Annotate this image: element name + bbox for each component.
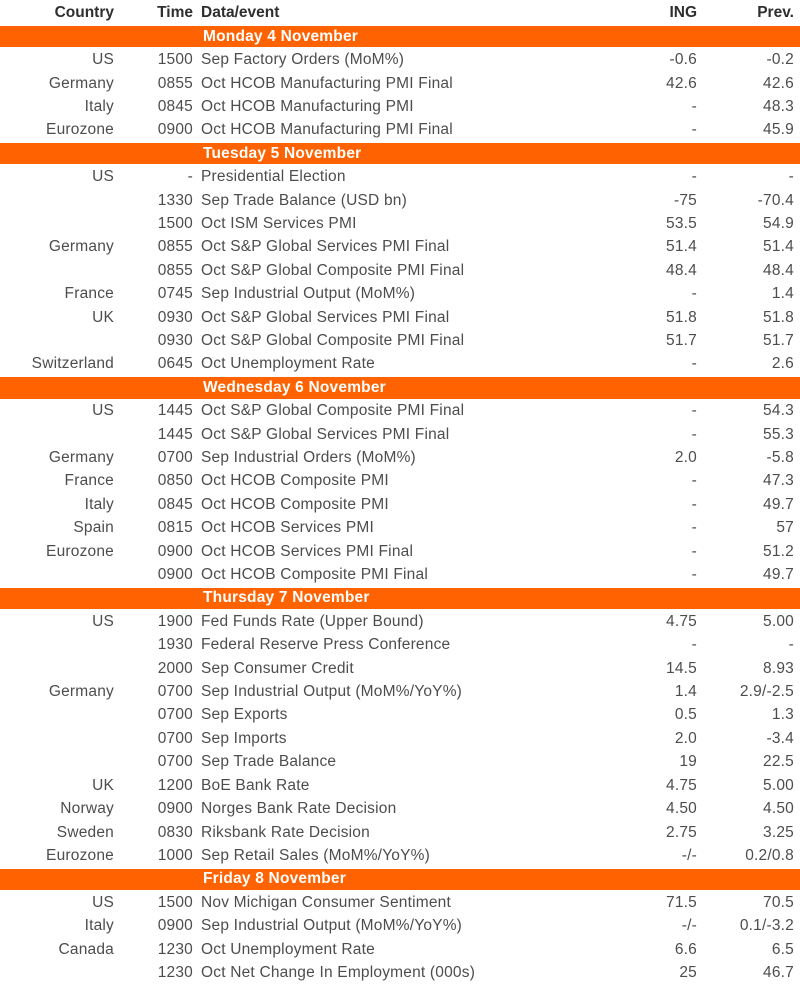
previous-value-cell: 3.25 <box>763 823 794 841</box>
ing-forecast-cell: - <box>691 566 697 584</box>
event-name-cell: Norges Bank Rate Decision <box>201 800 397 818</box>
event-name-cell: Oct Unemployment Rate <box>201 940 375 958</box>
time-cell: 1930 <box>157 636 193 654</box>
ing-forecast-cell: -/- <box>681 846 697 864</box>
ing-forecast-cell: - <box>691 519 697 537</box>
calendar-day-section <box>0 25 800 142</box>
event-name-cell: Sep Retail Sales (MoM%/YoY%) <box>201 846 431 864</box>
event-name-cell: Federal Reserve Press Conference <box>201 636 451 654</box>
time-cell: 1445 <box>157 402 193 420</box>
time-cell: 0900 <box>157 121 193 139</box>
ing-forecast-cell: 51.7 <box>666 331 697 349</box>
previous-value-cell: 4.50 <box>763 800 794 818</box>
event-row <box>0 259 800 282</box>
day-header-row <box>0 868 800 891</box>
previous-value-cell: 70.5 <box>763 893 794 911</box>
event-name-cell: Sep Industrial Output (MoM%) <box>201 285 416 303</box>
event-row <box>0 914 800 937</box>
previous-value-cell: 55.3 <box>763 425 794 443</box>
time-cell: 0855 <box>157 261 193 279</box>
column-header-prev: Prev. <box>757 3 794 21</box>
column-header-ing: ING <box>669 3 697 21</box>
calendar-body <box>0 25 800 985</box>
time-cell: 0855 <box>157 238 193 256</box>
ing-forecast-cell: 4.75 <box>666 612 697 630</box>
day-header-label: Tuesday 5 November <box>203 144 362 162</box>
day-header-bar <box>0 869 800 890</box>
previous-value-cell: 47.3 <box>763 472 794 490</box>
ing-forecast-cell: - <box>691 472 697 490</box>
event-row <box>0 119 800 142</box>
event-row <box>0 400 800 423</box>
ing-forecast-cell: 53.5 <box>666 214 697 232</box>
event-name-cell: Oct HCOB Composite PMI Final <box>201 566 428 584</box>
ing-forecast-cell: - <box>691 121 697 139</box>
day-header-label: Wednesday 6 November <box>203 378 386 396</box>
event-name-cell: Oct HCOB Manufacturing PMI Final <box>201 74 453 92</box>
previous-value-cell: - <box>788 168 794 186</box>
ing-forecast-cell: 2.0 <box>674 729 697 747</box>
time-cell: 0900 <box>157 566 193 584</box>
country-cell: Norway <box>60 800 114 818</box>
ing-forecast-cell: - <box>691 402 697 420</box>
previous-value-cell: -3.4 <box>766 729 794 747</box>
country-cell: US <box>92 168 114 186</box>
time-cell: 0900 <box>157 542 193 560</box>
event-row <box>0 961 800 984</box>
event-row <box>0 727 800 750</box>
event-row <box>0 189 800 212</box>
previous-value-cell: 6.5 <box>771 940 794 958</box>
previous-value-cell: 5.00 <box>763 776 794 794</box>
time-cell: 0700 <box>157 683 193 701</box>
day-header-label: Friday 8 November <box>203 870 346 888</box>
event-row <box>0 95 800 118</box>
column-header-country: Country <box>54 3 114 21</box>
day-header-row <box>0 25 800 48</box>
day-header-row <box>0 587 800 610</box>
day-rows <box>0 165 800 376</box>
time-cell: 0700 <box>157 729 193 747</box>
country-cell: Switzerland <box>31 355 114 373</box>
event-name-cell: Oct HCOB Composite PMI <box>201 472 389 490</box>
time-cell: 0930 <box>157 331 193 349</box>
event-name-cell: Sep Trade Balance <box>201 753 337 771</box>
ing-forecast-cell: -/- <box>681 917 697 935</box>
ing-forecast-cell: 4.75 <box>666 776 697 794</box>
country-cell: Germany <box>48 74 114 92</box>
previous-value-cell: 49.7 <box>763 566 794 584</box>
event-row <box>0 48 800 71</box>
event-row <box>0 680 800 703</box>
event-name-cell: Sep Factory Orders (MoM%) <box>201 51 405 69</box>
country-cell: France <box>64 472 114 490</box>
country-cell: US <box>92 51 114 69</box>
day-header-row <box>0 376 800 399</box>
time-cell: 0900 <box>157 800 193 818</box>
event-name-cell: Oct Unemployment Rate <box>201 355 375 373</box>
event-name-cell: Sep Trade Balance (USD bn) <box>201 191 407 209</box>
calendar-day-section <box>0 587 800 868</box>
time-cell: 1500 <box>157 893 193 911</box>
previous-value-cell: 1.4 <box>771 285 794 303</box>
day-rows <box>0 610 800 867</box>
ing-forecast-cell: -75 <box>673 191 697 209</box>
country-cell: Canada <box>58 940 114 958</box>
time-cell: - <box>187 168 193 186</box>
previous-value-cell: 22.5 <box>763 753 794 771</box>
ing-forecast-cell: 48.4 <box>666 261 697 279</box>
previous-value-cell: 54.3 <box>763 402 794 420</box>
ing-forecast-cell: 42.6 <box>666 74 697 92</box>
event-row <box>0 282 800 305</box>
day-header-bar <box>0 588 800 609</box>
country-cell: Eurozone <box>46 542 114 560</box>
previous-value-cell: 1.3 <box>771 706 794 724</box>
time-cell: 0830 <box>157 823 193 841</box>
country-cell: Eurozone <box>46 846 114 864</box>
event-name-cell: Oct S&P Global Services PMI Final <box>201 238 450 256</box>
day-header-row <box>0 142 800 165</box>
event-row <box>0 751 800 774</box>
previous-value-cell: 45.9 <box>763 121 794 139</box>
calendar-day-section <box>0 376 800 587</box>
event-name-cell: BoE Bank Rate <box>201 776 310 794</box>
previous-value-cell: 42.6 <box>763 74 794 92</box>
event-row <box>0 353 800 376</box>
event-name-cell: Oct S&P Global Composite PMI Final <box>201 402 465 420</box>
day-header-bar <box>0 26 800 47</box>
event-name-cell: Sep Consumer Credit <box>201 659 354 677</box>
ing-forecast-cell: - <box>691 542 697 560</box>
event-name-cell: Sep Industrial Output (MoM%/YoY%) <box>201 917 463 935</box>
event-row <box>0 423 800 446</box>
country-cell: Germany <box>48 683 114 701</box>
event-row <box>0 610 800 633</box>
ing-forecast-cell: - <box>691 285 697 303</box>
ing-forecast-cell: 25 <box>679 963 697 981</box>
time-cell: 1230 <box>157 940 193 958</box>
event-name-cell: Oct S&P Global Services PMI Final <box>201 425 450 443</box>
time-cell: 0700 <box>157 753 193 771</box>
column-header-data-event: Data/event <box>201 3 280 21</box>
time-cell: 0645 <box>157 355 193 373</box>
event-row <box>0 821 800 844</box>
event-name-cell: Sep Exports <box>201 706 288 724</box>
event-row <box>0 540 800 563</box>
previous-value-cell: 51.2 <box>763 542 794 560</box>
previous-value-cell: - <box>788 636 794 654</box>
country-cell: Eurozone <box>46 121 114 139</box>
time-cell: 1200 <box>157 776 193 794</box>
country-cell: Italy <box>84 97 114 115</box>
event-name-cell: Oct HCOB Manufacturing PMI Final <box>201 121 453 139</box>
event-row <box>0 329 800 352</box>
ing-forecast-cell: 4.50 <box>666 800 697 818</box>
event-row <box>0 797 800 820</box>
previous-value-cell: 5.00 <box>763 612 794 630</box>
previous-value-cell: 46.7 <box>763 963 794 981</box>
country-cell: UK <box>92 776 114 794</box>
day-header-bar <box>0 377 800 398</box>
previous-value-cell: 48.4 <box>763 261 794 279</box>
ing-forecast-cell: - <box>691 97 697 115</box>
event-row <box>0 446 800 469</box>
column-header-row <box>0 0 800 25</box>
previous-value-cell: 2.9/-2.5 <box>739 683 794 701</box>
time-cell: 0850 <box>157 472 193 490</box>
event-name-cell: Oct S&P Global Composite PMI Final <box>201 331 465 349</box>
previous-value-cell: 48.3 <box>763 97 794 115</box>
event-row <box>0 212 800 235</box>
event-name-cell: Fed Funds Rate (Upper Bound) <box>201 612 424 630</box>
time-cell: 1500 <box>157 214 193 232</box>
event-name-cell: Oct S&P Global Composite PMI Final <box>201 261 465 279</box>
event-name-cell: Oct S&P Global Services PMI Final <box>201 308 450 326</box>
time-cell: 1230 <box>157 963 193 981</box>
country-cell: Spain <box>73 519 114 537</box>
event-name-cell: Oct HCOB Manufacturing PMI <box>201 97 414 115</box>
event-row <box>0 634 800 657</box>
country-cell: US <box>92 402 114 420</box>
event-row <box>0 517 800 540</box>
ing-forecast-cell: 14.5 <box>666 659 697 677</box>
ing-forecast-cell: -0.6 <box>669 51 697 69</box>
country-cell: Germany <box>48 238 114 256</box>
ing-forecast-cell: 2.75 <box>666 823 697 841</box>
previous-value-cell: 49.7 <box>763 495 794 513</box>
previous-value-cell: -5.8 <box>766 449 794 467</box>
column-header-time: Time <box>157 3 193 21</box>
event-row <box>0 72 800 95</box>
event-name-cell: Sep Imports <box>201 729 287 747</box>
day-header-label: Thursday 7 November <box>203 589 370 607</box>
country-cell: Germany <box>48 449 114 467</box>
country-cell: Sweden <box>56 823 114 841</box>
ing-forecast-cell: 51.8 <box>666 308 697 326</box>
previous-value-cell: 51.8 <box>763 308 794 326</box>
day-rows <box>0 891 800 985</box>
previous-value-cell: -70.4 <box>757 191 794 209</box>
ing-forecast-cell: 51.4 <box>666 238 697 256</box>
event-row <box>0 563 800 586</box>
event-row <box>0 306 800 329</box>
event-name-cell: Oct HCOB Services PMI Final <box>201 542 414 560</box>
event-row <box>0 938 800 961</box>
ing-forecast-cell: - <box>691 168 697 186</box>
calendar-day-section <box>0 142 800 376</box>
ing-forecast-cell: 6.6 <box>674 940 697 958</box>
time-cell: 0930 <box>157 308 193 326</box>
event-row <box>0 165 800 188</box>
event-row <box>0 774 800 797</box>
event-row <box>0 657 800 680</box>
previous-value-cell: 51.7 <box>763 331 794 349</box>
event-row <box>0 236 800 259</box>
event-row <box>0 470 800 493</box>
event-name-cell: Sep Industrial Output (MoM%/YoY%) <box>201 683 463 701</box>
ing-forecast-cell: - <box>691 355 697 373</box>
event-name-cell: Riksbank Rate Decision <box>201 823 370 841</box>
ing-forecast-cell: - <box>691 636 697 654</box>
event-name-cell: Nov Michigan Consumer Sentiment <box>201 893 451 911</box>
calendar-day-section <box>0 868 800 985</box>
country-cell: Italy <box>84 917 114 935</box>
time-cell: 1330 <box>157 191 193 209</box>
event-name-cell: Oct HCOB Composite PMI <box>201 495 389 513</box>
previous-value-cell: 2.6 <box>771 355 794 373</box>
event-name-cell: Presidential Election <box>201 168 346 186</box>
ing-forecast-cell: 0.5 <box>674 706 697 724</box>
day-header-bar <box>0 143 800 164</box>
time-cell: 0845 <box>157 495 193 513</box>
day-header-label: Monday 4 November <box>203 27 358 45</box>
time-cell: 1445 <box>157 425 193 443</box>
time-cell: 0815 <box>157 519 193 537</box>
ing-forecast-cell: 19 <box>679 753 697 771</box>
previous-value-cell: 8.93 <box>763 659 794 677</box>
previous-value-cell: 54.9 <box>763 214 794 232</box>
country-cell: US <box>92 612 114 630</box>
previous-value-cell: 0.2/0.8 <box>745 846 794 864</box>
time-cell: 0845 <box>157 97 193 115</box>
day-rows <box>0 400 800 587</box>
country-cell: Italy <box>84 495 114 513</box>
country-cell: France <box>64 285 114 303</box>
previous-value-cell: -0.2 <box>766 51 794 69</box>
ing-forecast-cell: - <box>691 495 697 513</box>
previous-value-cell: 57 <box>776 519 794 537</box>
event-row <box>0 704 800 727</box>
time-cell: 1500 <box>157 51 193 69</box>
event-name-cell: Oct Net Change In Employment (000s) <box>201 963 476 981</box>
country-cell: US <box>92 893 114 911</box>
ing-forecast-cell: - <box>691 425 697 443</box>
event-name-cell: Oct HCOB Services PMI <box>201 519 375 537</box>
ing-forecast-cell: 71.5 <box>666 893 697 911</box>
ing-forecast-cell: 1.4 <box>674 683 697 701</box>
event-name-cell: Oct ISM Services PMI <box>201 214 357 232</box>
time-cell: 0900 <box>157 917 193 935</box>
event-name-cell: Sep Industrial Orders (MoM%) <box>201 449 416 467</box>
event-row <box>0 891 800 914</box>
time-cell: 1000 <box>157 846 193 864</box>
time-cell: 0855 <box>157 74 193 92</box>
ing-forecast-cell: 2.0 <box>674 449 697 467</box>
time-cell: 0745 <box>157 285 193 303</box>
time-cell: 2000 <box>157 659 193 677</box>
event-row <box>0 844 800 867</box>
time-cell: 0700 <box>157 706 193 724</box>
country-cell: UK <box>92 308 114 326</box>
previous-value-cell: 51.4 <box>763 238 794 256</box>
day-rows <box>0 48 800 142</box>
event-row <box>0 493 800 516</box>
time-cell: 0700 <box>157 449 193 467</box>
previous-value-cell: 0.1/-3.2 <box>739 917 794 935</box>
time-cell: 1900 <box>157 612 193 630</box>
